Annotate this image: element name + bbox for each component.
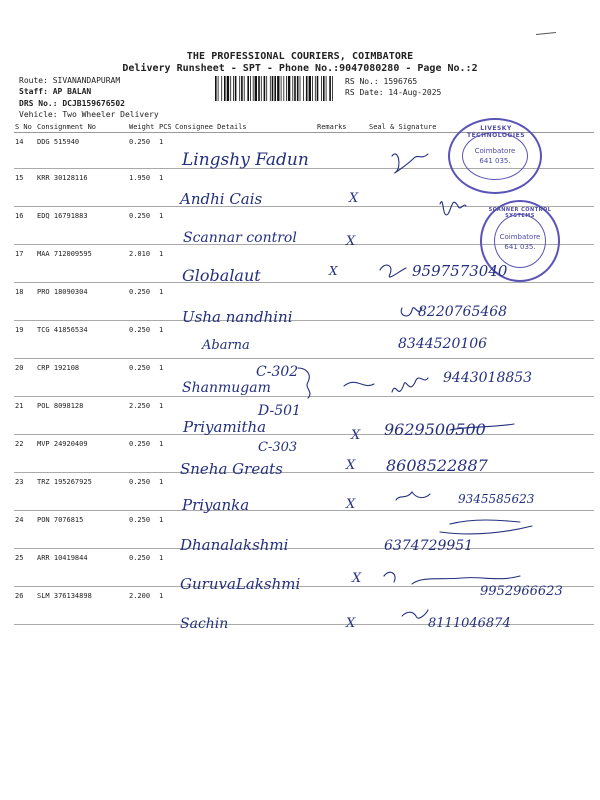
col-pcs: PCS [158,122,174,133]
handwritten-name: Sachin [180,616,229,632]
cell-weight: 2.250 [128,397,158,435]
cell-pcs: 1 [158,207,174,245]
cross-mark: X [349,191,359,206]
stamp-pin-2: 641 035. [504,243,536,251]
route-text: Route: SIVANANDAPURAM [19,76,121,85]
cell-pcs: 1 [158,133,174,169]
cell-sno: 23 [14,473,36,511]
company-title: THE PROFESSIONAL COURIERS, COIMBATORE [186,51,414,62]
cell-sno: 16 [14,207,36,245]
cell-sno: 21 [14,397,36,435]
handwritten-flat: C-303 [258,440,298,455]
col-consignment: Consignment No [36,122,128,133]
handwritten-phone: 9443018853 [443,370,533,386]
cell-weight: 0.250 [128,207,158,245]
cell-sno: 20 [14,359,36,397]
col-weight: Weight [128,122,158,133]
handwritten-phone: 9629500500 [384,420,486,439]
cell-sno: 24 [14,511,36,549]
cell-sno: 17 [14,245,36,283]
cell-weight: 0.250 [128,511,158,549]
handwritten-name: Abarna [202,338,250,353]
handwritten-name: Lingshy Fadun [182,150,309,170]
cell-consignment: DDG 515940 [36,133,128,169]
cell-sno: 19 [14,321,36,359]
rs-number: RS No.: 1596765 [345,77,418,86]
cell-consignment: EDQ 16791883 [36,207,128,245]
handwritten-name: GuruvaLakshmi [180,575,301,593]
cross-mark: X [346,234,356,249]
handwritten-phone: 9952966623 [480,584,563,599]
col-sno: S No [14,122,36,133]
cell-weight: 0.250 [128,133,158,169]
cell-consignment: POL 8098128 [36,397,128,435]
cell-sno: 26 [14,587,36,625]
cross-mark: X [351,428,361,443]
cell-consignment: TCG 41856534 [36,321,128,359]
cell-pcs: 1 [158,169,174,207]
rs-date: RS Date: 14-Aug-2025 [345,88,442,97]
stamp-rim-text: LIVESKY TECHNOLOGIES [466,125,526,139]
cell-weight: 1.950 [128,169,158,207]
col-consignee-details: Consignee Details [174,122,316,133]
cell-weight: 0.250 [128,321,158,359]
cell-consignment: SLM 376134898 [36,587,128,625]
cross-mark: X [346,497,356,512]
cell-pcs: 1 [158,283,174,321]
handwritten-name: Shanmugam [182,380,271,396]
cell-sno: 18 [14,283,36,321]
cross-mark: X [352,571,362,586]
handwritten-name: Andhi Cais [180,190,263,208]
stamp-rim-text-2: SCANNER CONTROL SYSTEMS [488,207,552,219]
cell-consignment: MAA 712009595 [36,245,128,283]
col-remarks: Remarks [316,122,368,133]
handwritten-name: Sneha Greats [180,460,283,478]
handwritten-phone: 8344520106 [398,336,488,352]
cell-consignment: CRP 192108 [36,359,128,397]
staff-text: Staff: AP BALAN [19,87,92,96]
handwritten-flat: D-501 [258,403,301,419]
cell-weight: 2.200 [128,587,158,625]
handwritten-name: Usha nandhini [182,308,293,326]
cell-consignment: TRZ 195267925 [36,473,128,511]
cell-weight: 0.250 [128,359,158,397]
cell-sno: 14 [14,133,36,169]
vehicle-text: Vehicle: Two Wheeler Delivery [19,110,159,119]
handwritten-phone: 8220765468 [418,304,508,320]
cell-weight: 0.250 [128,473,158,511]
cell-weight: 0.250 [128,283,158,321]
runsheet-subtitle: Delivery Runsheet - SPT - Phone No.:9047080280 - Page No.:2 [122,63,478,74]
cell-pcs: 1 [158,397,174,435]
drs-number: DRS No.: DCJB159676502 [19,99,125,108]
cell-pcs: 1 [158,321,174,359]
cell-pcs: 1 [158,359,174,397]
cell-pcs: 1 [158,587,174,625]
cross-mark: X [329,264,338,278]
cross-mark: X [346,458,356,473]
handwritten-name: Priyamitha [183,418,267,436]
cell-consignment: PON 7076815 [36,511,128,549]
cell-consignment: PRO 18090304 [36,283,128,321]
stamp-city: Coimbatore [474,147,516,155]
handwritten-name: Dhanalakshmi [180,536,289,554]
cross-mark: X [346,616,356,631]
stamp-city-2: Coimbatore [499,233,541,241]
cell-pcs: 1 [158,245,174,283]
cell-pcs: 1 [158,511,174,549]
cell-sno: 15 [14,169,36,207]
handwritten-phone: 8608522887 [386,456,488,475]
cell-pcs: 1 [158,435,174,473]
cell-weight: 0.250 [128,549,158,587]
handwritten-phone: 9345585623 [458,492,535,506]
col-seal-signature: Seal & Signature [368,122,594,133]
cell-sno: 25 [14,549,36,587]
cell-weight: 0.250 [128,435,158,473]
handwritten-flat: C-302 [256,364,299,380]
handwritten-name: Priyanka [182,496,250,514]
handwritten-name: Globalaut [182,266,261,285]
cell-consignment: KRR 30128116 [36,169,128,207]
cell-pcs: 1 [158,473,174,511]
stamp-pin: 641 035. [479,157,511,165]
cell-consignment: ARR 10419844 [36,549,128,587]
cell-sno: 22 [14,435,36,473]
handwritten-phone: 8111046874 [428,616,511,631]
handwritten-phone: 6374729951 [384,538,474,554]
cell-weight: 2.010 [128,245,158,283]
cell-consignment: MVP 24920409 [36,435,128,473]
cell-pcs: 1 [158,549,174,587]
handwritten-phone: 9597573040 [412,262,508,280]
handwritten-name: Scannar control [183,230,297,246]
